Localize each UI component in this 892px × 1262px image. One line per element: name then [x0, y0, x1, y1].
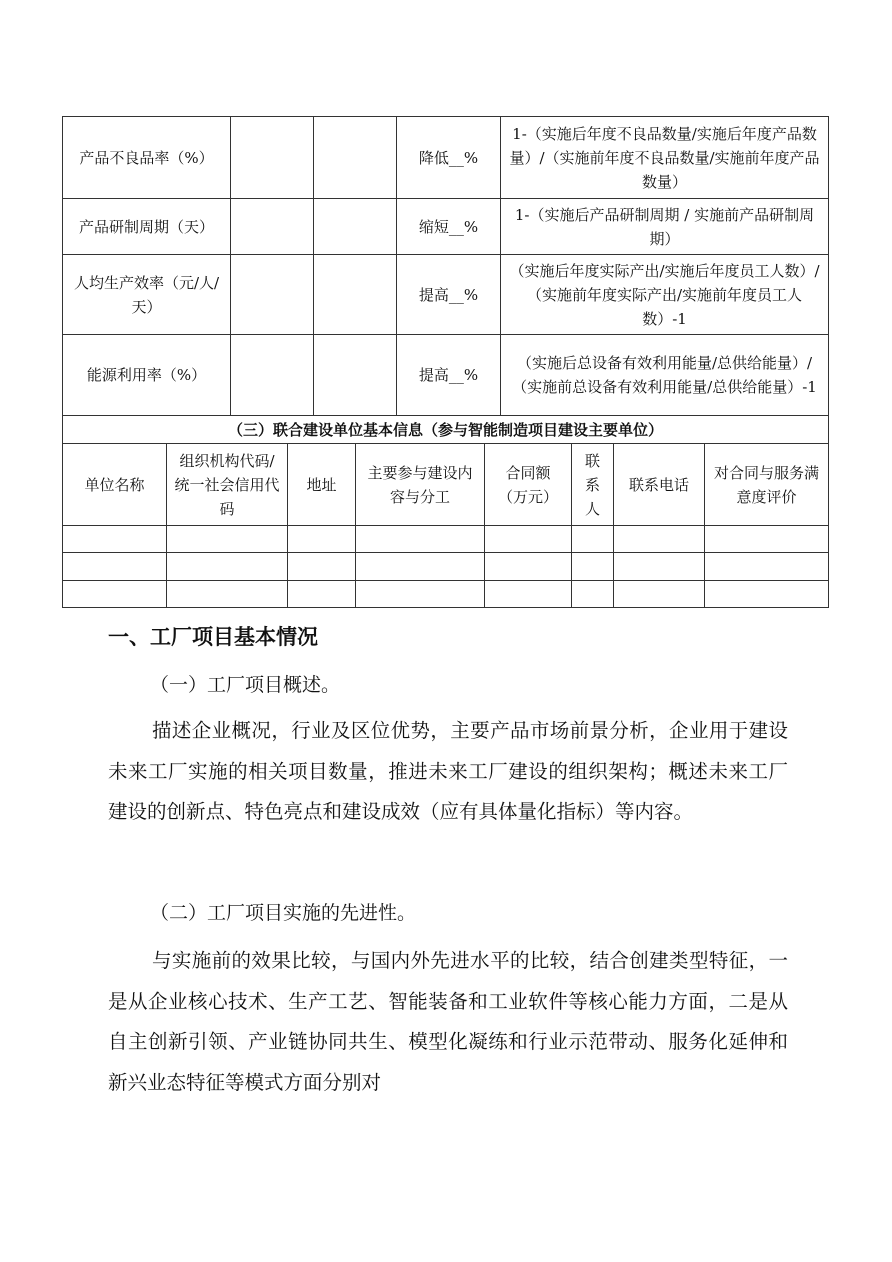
- header-row: [63, 444, 829, 526]
- column-header: 主要参与建设内容与分工: [356, 444, 485, 526]
- table-row: [63, 255, 829, 335]
- kpi-table: [62, 116, 829, 416]
- empty-cell: [231, 335, 314, 416]
- kpi-formula: （实施后年度实际产出/实施后年度员工人数）/（实施前年度实际产出/实施前年度员工人数）-1: [501, 255, 829, 335]
- column-header: 联系电话: [614, 444, 705, 526]
- empty-cell: [63, 581, 167, 608]
- table-row: [63, 581, 829, 608]
- table-row: [63, 526, 829, 553]
- empty-cell: [231, 255, 314, 335]
- empty-cell: [167, 581, 288, 608]
- section-title: （三）联合建设单位基本信息（参与智能制造项目建设主要单位）: [63, 416, 829, 444]
- empty-cell: [572, 526, 614, 553]
- column-header: 单位名称: [63, 444, 167, 526]
- kpi-indicator: 产品不良品率（%）: [63, 117, 231, 199]
- empty-cell: [167, 553, 288, 581]
- paragraph-overview: 描述企业概况，行业及区位优势，主要产品市场前景分析，企业用于建设未来工厂实施的相关项目数量，推进未来工厂建设的组织架构；概述未来工厂建设的创新点、特色亮点和建设成效（应有具体量化指标）等内容。: [108, 719, 788, 823]
- column-header: 组织机构代码/统一社会信用代码: [167, 444, 288, 526]
- empty-cell: [485, 553, 572, 581]
- empty-cell: [167, 526, 288, 553]
- empty-cell: [705, 581, 829, 608]
- empty-cell: [705, 553, 829, 581]
- column-header: 对合同与服务满意度评价: [705, 444, 829, 526]
- empty-cell: [288, 581, 356, 608]
- subheading-overview: （一）工厂项目概述。: [150, 674, 341, 696]
- kpi-indicator: 人均生产效率（元/人/天）: [63, 255, 231, 335]
- empty-cell: [614, 526, 705, 553]
- column-header: 地址: [288, 444, 356, 526]
- empty-cell: [314, 199, 397, 255]
- empty-cell: [63, 526, 167, 553]
- empty-cell: [356, 553, 485, 581]
- empty-cell: [356, 581, 485, 608]
- kpi-target: 提高__%: [397, 335, 501, 416]
- table-row: [63, 335, 829, 416]
- table-row: [63, 117, 829, 199]
- empty-cell: [614, 553, 705, 581]
- empty-cell: [288, 553, 356, 581]
- kpi-formula: 1-（实施后产品研制周期 / 实施前产品研制周期）: [501, 199, 829, 255]
- empty-cell: [614, 581, 705, 608]
- empty-cell: [314, 255, 397, 335]
- table-row: [63, 199, 829, 255]
- empty-cell: [63, 553, 167, 581]
- kpi-target: 缩短__%: [397, 199, 501, 255]
- kpi-formula: （实施后总设备有效利用能量/总供给能量）/（实施前总设备有效利用能量/总供给能量）-1: [501, 335, 829, 416]
- empty-cell: [572, 553, 614, 581]
- kpi-target: 降低__%: [397, 117, 501, 199]
- empty-cell: [288, 526, 356, 553]
- kpi-indicator: 能源利用率（%）: [63, 335, 231, 416]
- paragraph-advancement: 与实施前的效果比较，与国内外先进水平的比较，结合创建类型特征，一是从企业核心技术、生产工艺、智能装备和工业软件等核心能力方面，二是从自主创新引领、产业链协同共生、模型化凝练和行业示范带动、服务化延伸和新兴业态特征等模式方面分别对: [108, 949, 788, 1094]
- empty-cell: [572, 581, 614, 608]
- empty-cell: [485, 526, 572, 553]
- joint-units-table: [62, 415, 829, 608]
- table-row: [63, 553, 829, 581]
- section-heading: 一、工厂项目基本情况: [108, 625, 318, 649]
- empty-cell: [231, 117, 314, 199]
- section-title-row: [63, 416, 829, 444]
- kpi-indicator: 产品研制周期（天）: [63, 199, 231, 255]
- empty-cell: [356, 526, 485, 553]
- empty-cell: [314, 117, 397, 199]
- empty-cell: [231, 199, 314, 255]
- empty-cell: [485, 581, 572, 608]
- kpi-formula: 1-（实施后年度不良品数量/实施后年度产品数量）/（实施前年度不良品数量/实施前年度产品数量）: [501, 117, 829, 199]
- column-header: 合同额（万元）: [485, 444, 572, 526]
- kpi-target: 提高__%: [397, 255, 501, 335]
- empty-cell: [314, 335, 397, 416]
- column-header: 联系人: [572, 444, 614, 526]
- subheading-advancement: （二）工厂项目实施的先进性。: [150, 902, 417, 924]
- empty-cell: [705, 526, 829, 553]
